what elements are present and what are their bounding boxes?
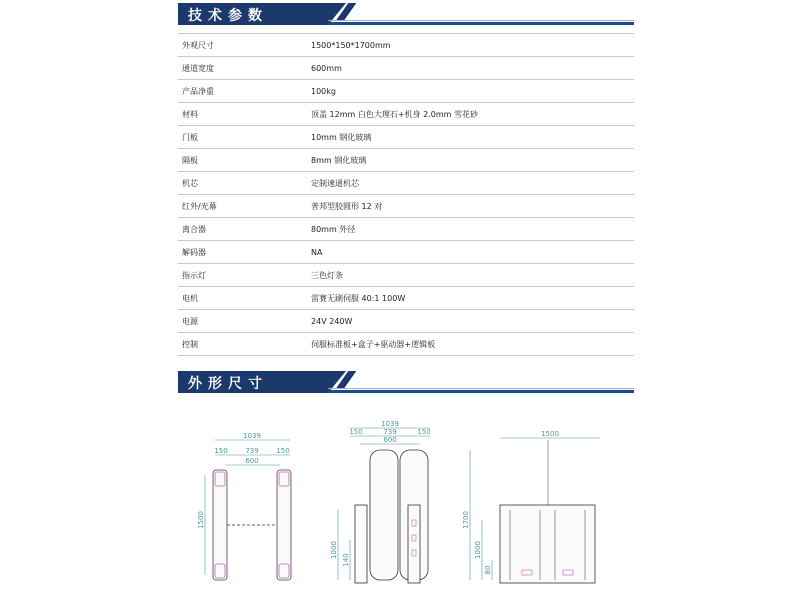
header-rule-thin <box>328 20 634 21</box>
spec-row <box>178 80 634 103</box>
spec-value: 10mm 钢化玻璃 <box>307 126 634 149</box>
dimensions-section-header <box>178 371 634 393</box>
spec-value: 600mm <box>307 57 634 80</box>
spec-key: 机芯 <box>178 172 307 195</box>
spec-key: 红外/光幕 <box>178 195 307 218</box>
spec-key: 外观尺寸 <box>178 34 307 57</box>
dim-total: 1039 <box>381 420 399 428</box>
dim-side-right: 150 <box>417 428 431 436</box>
header-rule <box>328 22 634 25</box>
dim-height-1: 1000 <box>330 541 338 559</box>
spec-row <box>178 195 634 218</box>
dim-gap: 600 <box>245 457 259 465</box>
spec-value: NA <box>307 241 634 264</box>
dim-height-1: 1000 <box>474 541 482 559</box>
dimensions-title: 外形尺寸 <box>188 376 268 392</box>
side-view-drawing <box>460 410 610 590</box>
spec-value: 普邦型胶圆形 12 对 <box>307 195 634 218</box>
dim-side-left: 150 <box>349 428 363 436</box>
spec-row <box>178 218 634 241</box>
spec-key: 电机 <box>178 287 307 310</box>
spec-key: 材料 <box>178 103 307 126</box>
spec-key: 控制 <box>178 333 307 356</box>
spec-row <box>178 149 634 172</box>
header-rule <box>328 390 634 393</box>
spec-row <box>178 172 634 195</box>
spec-value: 24V 240W <box>307 310 634 333</box>
dim-gap: 600 <box>383 436 397 444</box>
spec-row <box>178 34 634 57</box>
dim-length: 1500 <box>541 430 559 438</box>
specs-title: 技术参数 <box>188 8 268 24</box>
spec-key: 电源 <box>178 310 307 333</box>
spec-value: 8mm 钢化玻璃 <box>307 149 634 172</box>
spec-value: 伺服标准板+盒子+驱动器+逻辑板 <box>307 333 634 356</box>
spec-row <box>178 310 634 333</box>
specs-section-header <box>178 3 634 25</box>
dim-total: 1039 <box>243 432 261 440</box>
dim-side-left: 150 <box>214 447 228 455</box>
spec-key: 通道宽度 <box>178 57 307 80</box>
spec-row <box>178 287 634 310</box>
spec-key: 门板 <box>178 126 307 149</box>
spec-value: 雷赛无刷伺服 40:1 100W <box>307 287 634 310</box>
spec-row <box>178 126 634 149</box>
spec-row <box>178 264 634 287</box>
front-view-drawing <box>330 410 440 590</box>
dim-length: 1500 <box>197 511 205 529</box>
dim-height-2: 140 <box>342 553 350 567</box>
dim-mid: 739 <box>245 447 259 455</box>
dim-side-right: 150 <box>276 447 290 455</box>
header-rule-thin <box>328 388 634 389</box>
spec-row <box>178 103 634 126</box>
dim-height-total: 1700 <box>462 511 470 529</box>
spec-value: 定制速通机芯 <box>307 172 634 195</box>
spec-key: 解码器 <box>178 241 307 264</box>
spec-value: 1500*150*1700mm <box>307 34 634 57</box>
spec-key: 隔板 <box>178 149 307 172</box>
specs-table <box>178 33 634 356</box>
spec-row <box>178 333 634 356</box>
spec-value: 顶盖 12mm 白色大理石+机身 2.0mm 雪花砂 <box>307 103 634 126</box>
spec-value: 80mm 外径 <box>307 218 634 241</box>
spec-key: 指示灯 <box>178 264 307 287</box>
top-view-drawing <box>195 410 305 590</box>
spec-value: 100kg <box>307 80 634 103</box>
spec-key: 离合器 <box>178 218 307 241</box>
dim-height-2: 80 <box>484 565 492 575</box>
spec-key: 产品净重 <box>178 80 307 103</box>
dim-mid: 739 <box>383 428 397 436</box>
spec-row <box>178 241 634 264</box>
spec-row <box>178 57 634 80</box>
spec-value: 三色灯条 <box>307 264 634 287</box>
